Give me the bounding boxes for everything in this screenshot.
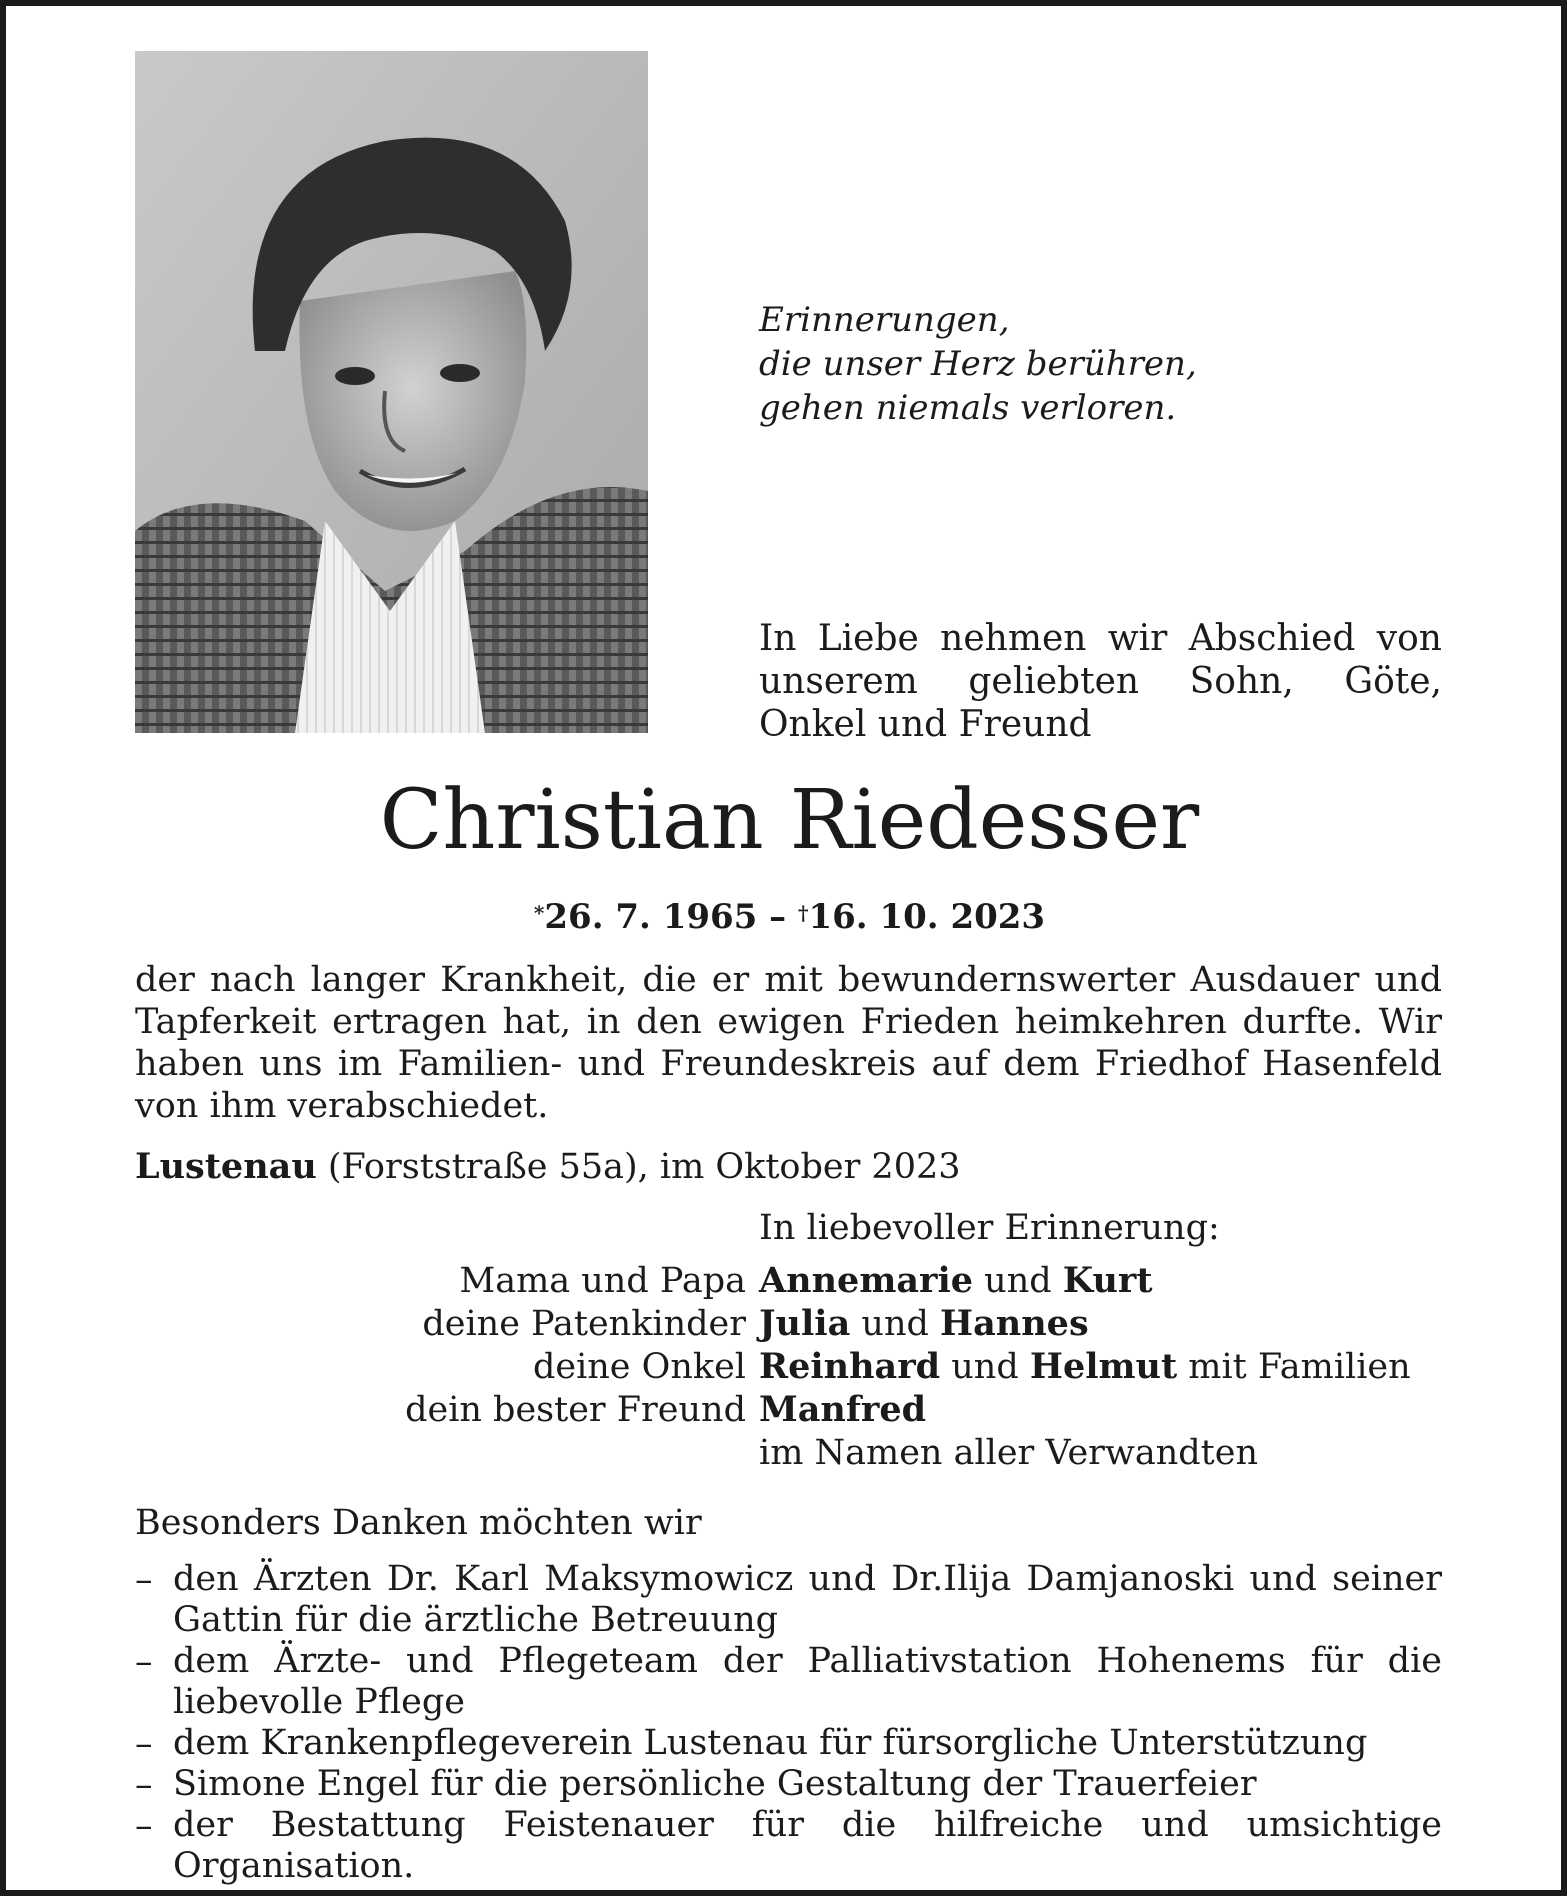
thanks-item [135, 1559, 1442, 1641]
thanks-item [135, 1805, 1442, 1887]
mourner-relation: deine Patenkinder [422, 1304, 746, 1344]
dash-bullet: – [135, 1806, 153, 1846]
life-dates [6, 895, 1567, 939]
thanks-text: Simone Engel für die persönliche Gestaltung der Trauerfeier [173, 1764, 1257, 1804]
mourner-names [759, 1303, 1459, 1345]
dash-bullet: – [135, 1724, 153, 1764]
dash-bullet: – [135, 1560, 153, 1600]
memorial-quote [759, 298, 1409, 430]
death-symbol: † [798, 901, 809, 925]
quote-line: gehen niemals verloren. [759, 388, 1177, 428]
quote-line: die unser Herz berühren, [759, 344, 1197, 384]
obituary-text: der nach langer Krankheit, die er mit bewundernswerter Ausdauer und Tapferkeit ertragen hat, in den ewigen Frieden heimkehren durfte. Wir haben uns im Familien- und Freundeskreis auf dem Friedhof Hasenfeld von ihm verabschiedet. [135, 960, 1442, 1126]
mourners-list [6, 1260, 1567, 1475]
mourner-join: und [973, 1261, 1063, 1301]
mourner-join: und [850, 1304, 941, 1344]
mourner-relation: dein bester Freund [405, 1390, 746, 1430]
mourner-relation: deine Onkel [532, 1347, 746, 1387]
relatives-line: im Namen aller Verwandten [759, 1433, 1258, 1473]
mourner-name: Kurt [1062, 1260, 1153, 1301]
mourner-name: Julia [759, 1303, 851, 1344]
deceased-name: Christian Riedesser [379, 773, 1200, 868]
death-date: 16. 10. 2023 [808, 897, 1046, 937]
birth-symbol: * [533, 901, 545, 925]
quote-line: Erinnerungen, [759, 300, 1010, 340]
relatives-row [6, 1432, 1567, 1475]
dash-bullet: – [135, 1642, 153, 1682]
place-details: (Forststraße 55a), im Oktober 2023 [316, 1147, 961, 1187]
farewell-intro: In Liebe nehmen wir Abschied von unserem geliebten Sohn, Göte, Onkel und Freund [759, 618, 1442, 745]
mourner-name: Hannes [940, 1303, 1089, 1344]
thanks-heading: Besonders Danken möchten wir [135, 1503, 702, 1543]
thanks-item [135, 1641, 1442, 1723]
birth-date: 26. 7. 1965 [544, 897, 758, 937]
memory-heading: In liebevoller Erinnerung: [759, 1208, 1220, 1248]
date-separator: – [757, 897, 799, 937]
thanks-text: den Ärzten Dr. Karl Maksymowicz und Dr.Ilija Damjanoski und seiner Gattin für die ärztliche Betreuung [173, 1559, 1442, 1640]
thanks-text: dem Krankenpflegeverein Lustenau für fürsorgliche Unterstützung [173, 1723, 1368, 1763]
thanks-item [135, 1723, 1442, 1764]
mourner-row [6, 1346, 1567, 1389]
mourner-suffix: mit Familien [1177, 1347, 1411, 1387]
mourner-names [759, 1260, 1459, 1302]
mourner-names [759, 1389, 1459, 1431]
mourner-name: Annemarie [759, 1260, 974, 1301]
mourner-join: und [940, 1347, 1030, 1387]
mourner-row [6, 1303, 1567, 1346]
thanks-text: der Bestattung Feistenauer für die hilfreiche und umsichtige Organisation. [173, 1805, 1442, 1886]
mourner-name: Helmut [1029, 1346, 1178, 1387]
place-and-date [135, 1146, 1035, 1188]
mourner-name: Reinhard [759, 1346, 941, 1387]
portrait-photo [135, 51, 648, 733]
mourner-name: Manfred [759, 1389, 927, 1430]
dash-bullet: – [135, 1765, 153, 1805]
place-town: Lustenau [135, 1146, 317, 1187]
thanks-list [135, 1559, 1442, 1887]
mourner-relation: Mama und Papa [459, 1261, 746, 1301]
thanks-item [135, 1764, 1442, 1805]
thanks-text: dem Ärzte- und Pflegeteam der Palliativstation Hohenems für die liebevolle Pflege [173, 1641, 1442, 1722]
mourner-row [6, 1260, 1567, 1303]
mourner-names [759, 1346, 1459, 1388]
mourner-row [6, 1389, 1567, 1432]
